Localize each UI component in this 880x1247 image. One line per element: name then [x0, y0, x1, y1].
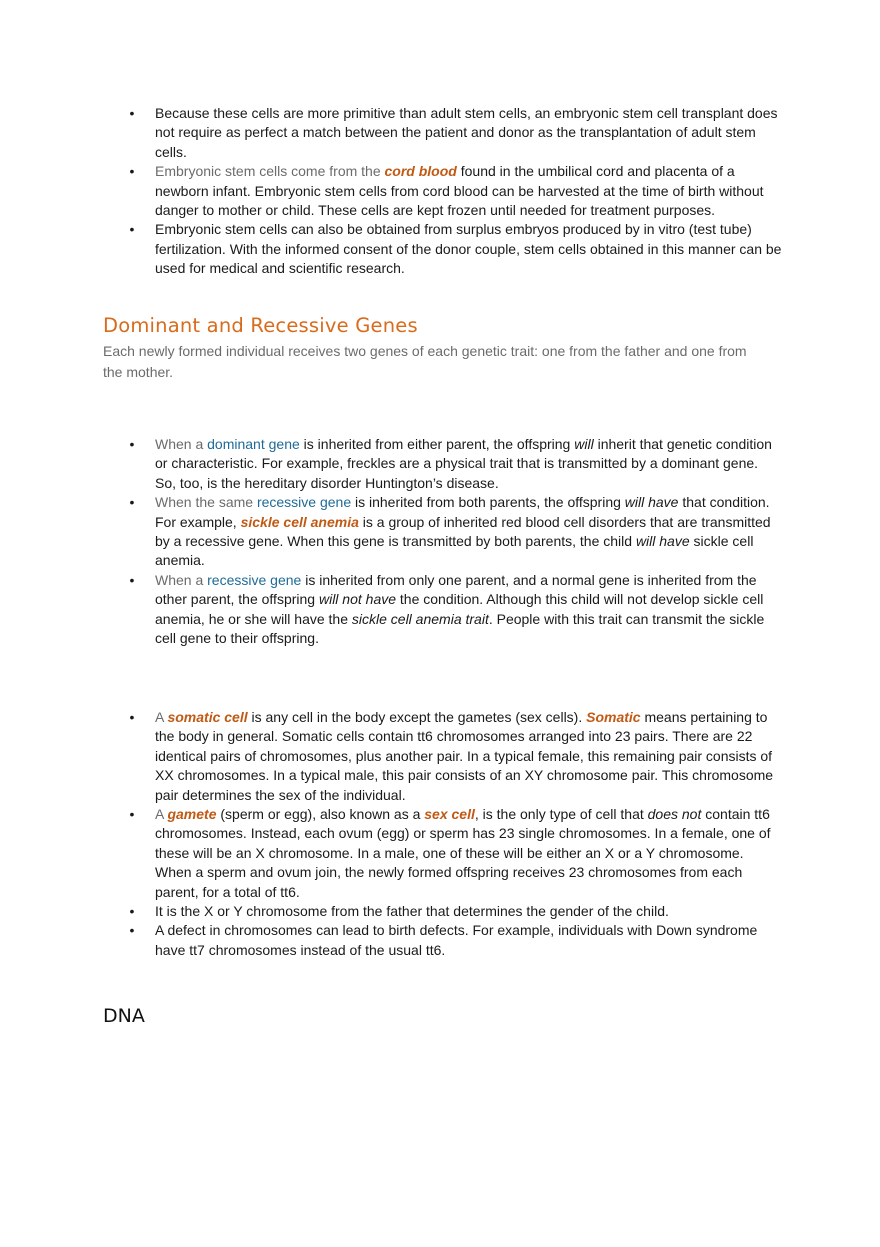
- list-text: inherit that genetic condition or characteristic. For example, freckles are a physical trait that is transmitted by a dominant gene. So, too, is the hereditary disorder Huntington’s disease.: [155, 436, 772, 491]
- term-gamete: gamete: [167, 806, 217, 823]
- term-dominant-gene: dominant gene: [207, 436, 300, 452]
- list-text: means pertaining to the body in general. Somatic cells contain tt6 chromosomes arranged into 23 pairs. There are 22 identical pairs of chromosomes, plus another pair. In a typical female, this remaining pair consists of XX chromosomes. In a typical male, this pair consists of an XY chromosome pair. This chromosome pair determines the sex of the individual.: [155, 709, 774, 803]
- term-sickle-cell-anemia: sickle cell anemia: [240, 513, 359, 530]
- list-item: [127, 220, 782, 278]
- list-item: [127, 902, 782, 921]
- list-text: is inherited from only one parent, and a normal gene is inherited from the other parent, the offspring: [155, 571, 757, 608]
- list-text: . People with this trait can transmit the sickle cell gene to their offspring.: [155, 610, 765, 647]
- bullet-icon: •: [129, 903, 135, 920]
- list-text: When a: [155, 436, 208, 452]
- list-item: [127, 104, 782, 162]
- list-text: is any cell in the body except the gametes (sex cells).: [247, 709, 587, 725]
- list-text: A: [155, 806, 168, 823]
- list-item: [127, 805, 782, 902]
- list-text: , is the only type of cell that: [474, 806, 648, 823]
- emphasis-text: will have: [624, 494, 679, 511]
- list-text: is a group of inherited red blood cell disorders that are transmitted by a recessive gene. When this gene is transmitted by both parents, the child: [155, 513, 771, 550]
- bullet-icon: •: [129, 163, 135, 180]
- term-recessive-gene: recessive gene: [256, 494, 352, 511]
- list-text: the condition. Although this child will not develop sickle cell anemia, he or she will have the: [155, 591, 764, 627]
- section-heading: Dominant and Recessive Genes: [103, 314, 418, 337]
- list-text: Embryonic stem cells come from the: [155, 163, 385, 180]
- bullet-icon: •: [129, 806, 135, 823]
- list-text: is inherited from either parent, the offspring: [299, 436, 575, 452]
- list-text: contain tt6 chromosomes. Instead, each ovum (egg) or sperm has 23 single chromosomes. In a female, one of these will be an X chromosome. In a male, one of these will be either an X or a Y chromosome. When a sperm and ovum join, the newly formed offspring receives 23 chromosomes from each parent, for a total of tt6.: [155, 806, 771, 900]
- stem-cell-list: [127, 104, 782, 279]
- bullet-icon: •: [129, 436, 135, 452]
- chromosome-list: [127, 708, 782, 960]
- list-text: found in the umbilical cord and placenta of a newborn infant. Embryonic stem cells from cord blood can be harvested at the time of birth without danger to mother or child. These cells are kept frozen until needed for treatment purposes.: [155, 163, 764, 219]
- list-text: is inherited from both parents, the offspring: [351, 494, 625, 511]
- list-item: [127, 921, 782, 960]
- bullet-icon: •: [129, 709, 135, 725]
- dna-heading: DNA: [103, 1005, 145, 1027]
- term-somatic: Somatic: [586, 709, 641, 725]
- bullet-icon: •: [129, 922, 135, 939]
- emphasis-text: does not: [647, 806, 702, 823]
- emphasis-text: will have: [635, 533, 690, 550]
- bullet-icon: •: [129, 221, 135, 238]
- bullet-icon: •: [129, 105, 135, 121]
- list-text: (sperm or egg), also known as a: [216, 806, 425, 823]
- list-item: [127, 435, 782, 493]
- list-item: [127, 708, 782, 805]
- list-item: [127, 493, 782, 571]
- list-item: [127, 571, 782, 649]
- list-text: A: [155, 709, 168, 725]
- list-text: Because these cells are more primitive than adult stem cells, an embryonic stem cell transplant does not require as perfect a match between the patient and donor as the transplantation of adult stem cells.: [155, 105, 778, 160]
- emphasis-text: will: [574, 436, 594, 452]
- list-text: A defect in chromosomes can lead to birth defects. For example, individuals with Down syndrome have tt7 chromosomes instead of the usual tt6.: [155, 922, 758, 958]
- list-text: It is the X or Y chromosome from the father that determines the gender of the child.: [155, 903, 669, 920]
- list-text: Embryonic stem cells can also be obtained from surplus embryos produced by in vitro (test tube) fertilization. With the informed consent of the donor couple, stem cells obtained in this manner can be used for medical and scientific research.: [155, 221, 782, 277]
- list-text: sickle cell anemia.: [155, 533, 754, 569]
- list-text: When the same: [155, 494, 257, 511]
- term-somatic-cell: somatic cell: [167, 709, 248, 725]
- gene-list: [127, 435, 782, 648]
- bullet-icon: •: [129, 571, 135, 588]
- term-cord-blood: cord blood: [384, 163, 457, 180]
- section-intro: Each newly formed individual receives two genes of each genetic trait: one from the father and one from the mother.: [103, 343, 747, 380]
- term-sex-cell: sex cell: [424, 806, 475, 823]
- list-item: [127, 162, 782, 220]
- emphasis-text: will not have: [318, 591, 397, 608]
- bullet-icon: •: [129, 494, 135, 511]
- emphasis-text: sickle cell anemia trait: [351, 610, 489, 627]
- list-text: that condition. For example,: [155, 494, 770, 530]
- list-text: When a: [155, 571, 208, 588]
- term-recessive-gene: recessive gene: [207, 571, 302, 588]
